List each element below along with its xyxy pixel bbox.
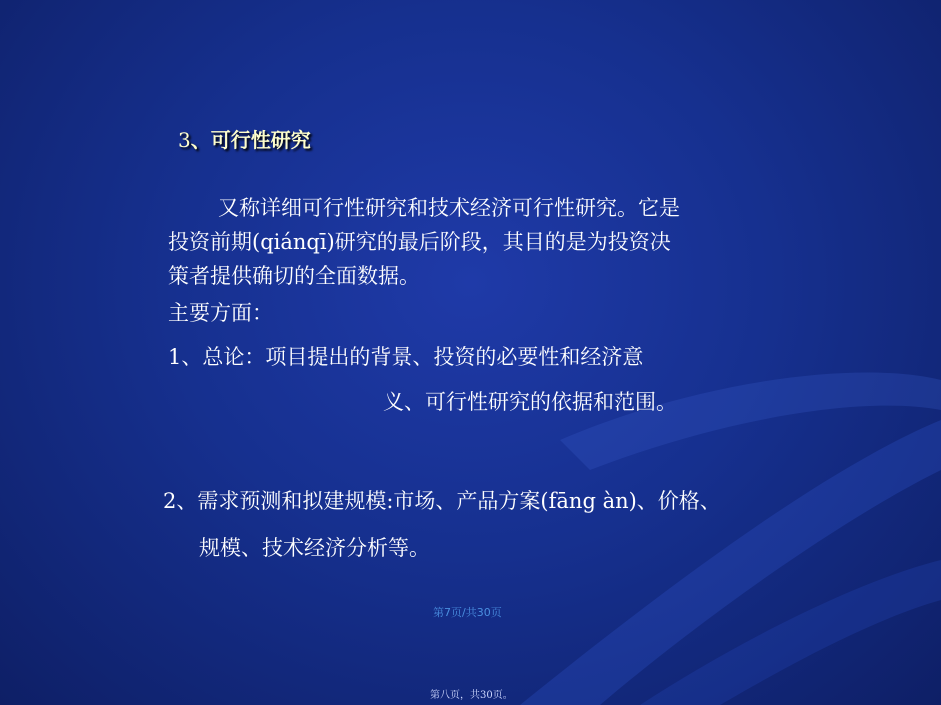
list-item-2-line2: 规模、技术经济分析等。	[199, 536, 430, 560]
list-item-2-line1: 2、需求预测和拟建规模:市场、产品方案(fāng àn)、价格、	[163, 489, 721, 513]
paragraph-line: 投资前期(qiánqī)研究的最后阶段，其目的是为投资决	[168, 230, 671, 254]
page-footer: 第八页，共30页。	[430, 690, 513, 701]
list-item-1-line1: 1、总论：项目提出的背景、投资的必要性和经济意	[168, 345, 644, 369]
list-item-1-line2: 义、可行性研究的依据和范围。	[383, 390, 677, 414]
page-indicator: 第7页/共30页	[433, 606, 502, 619]
slide-title	[178, 124, 311, 153]
main-aspects-label: 主要方面：	[168, 301, 273, 325]
paragraph-line: 又称详细可行性研究和技术经济可行性研究。它是	[218, 196, 680, 220]
paragraph-line: 策者提供确切的全面数据。	[168, 264, 420, 288]
title-text: 、可行性研究	[190, 128, 311, 152]
title-number: 3	[178, 128, 191, 152]
definition-paragraph	[168, 191, 680, 293]
